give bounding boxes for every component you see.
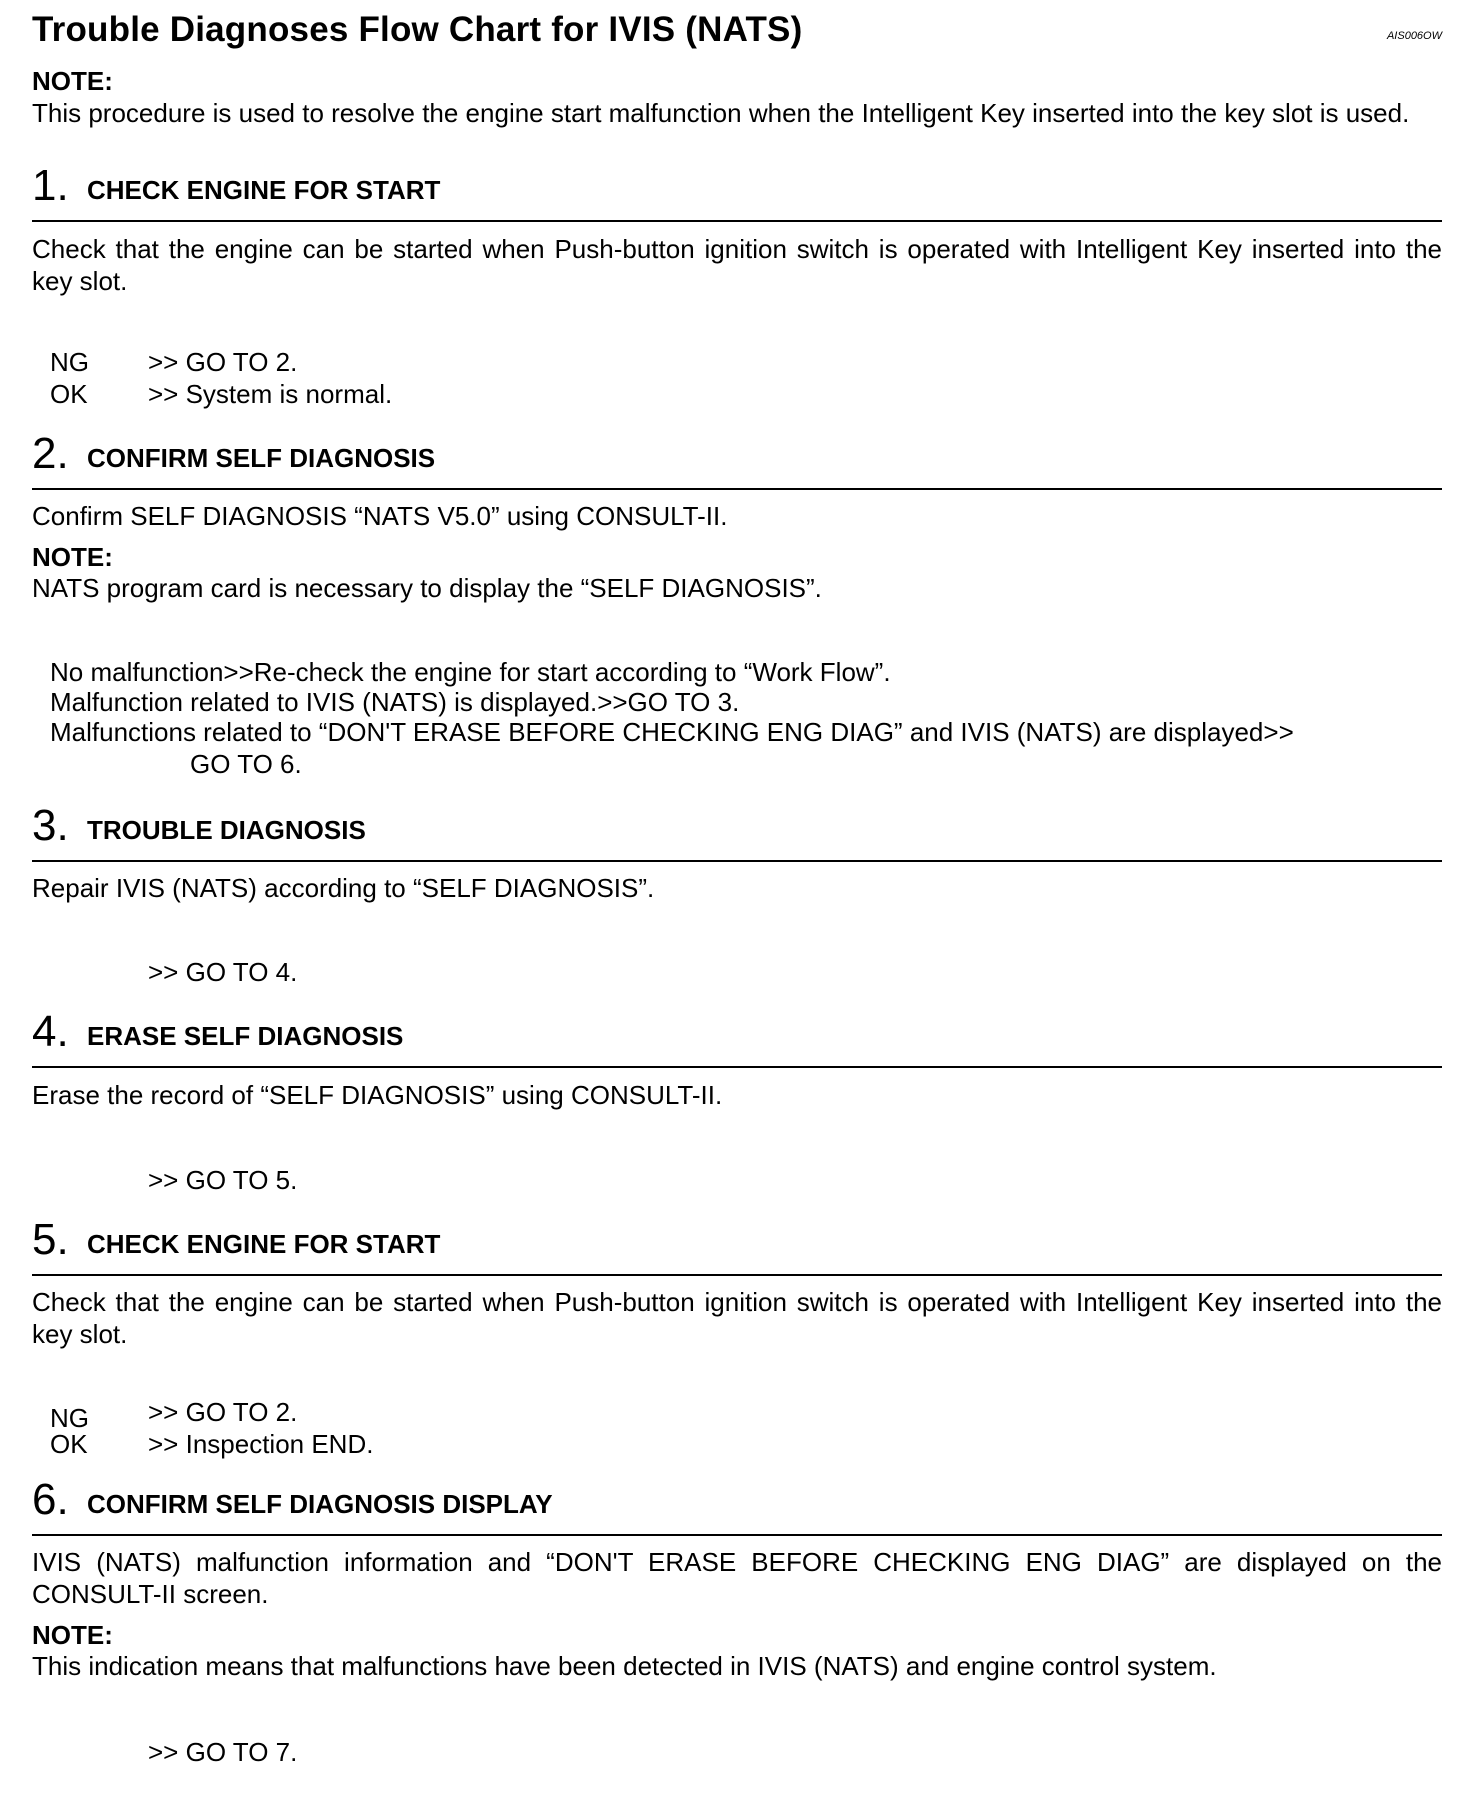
goto-line: >> GO TO 5. bbox=[148, 1165, 298, 1195]
result-key: OK bbox=[50, 1429, 88, 1459]
step-3-body: Repair IVIS (NATS) according to “SELF DIAGNOSIS”. bbox=[32, 873, 655, 903]
step-2-note-label: NOTE: bbox=[32, 542, 113, 572]
step-3-header bbox=[32, 800, 1442, 862]
result-value: >> System is normal. bbox=[148, 379, 393, 409]
page-title: Trouble Diagnoses Flow Chart for IVIS (NATS) bbox=[32, 10, 803, 49]
result-key: NG bbox=[50, 347, 89, 377]
goto-line: >> GO TO 7. bbox=[148, 1737, 298, 1767]
step-4-header bbox=[32, 1006, 1442, 1068]
step-6-header bbox=[32, 1474, 1442, 1536]
condition-line: Malfunction related to IVIS (NATS) is displayed.>>GO TO 3. bbox=[50, 687, 740, 717]
result-key: NG bbox=[50, 1403, 89, 1433]
step-number: 6. bbox=[32, 1475, 69, 1524]
intro-note-text: This procedure is used to resolve the engine start malfunction when the Intelligent Key inserted into the key slot is used. bbox=[32, 98, 1410, 128]
step-4-body: Erase the record of “SELF DIAGNOSIS” using CONSULT-II. bbox=[32, 1080, 723, 1110]
step-6-note-label: NOTE: bbox=[32, 1620, 113, 1650]
step-6-note-text: This indication means that malfunctions have been detected in IVIS (NATS) and engine control system. bbox=[32, 1651, 1217, 1681]
intro-note-label: NOTE: bbox=[32, 66, 113, 96]
document-code: AIS006OW bbox=[1386, 30, 1442, 42]
result-value: >> GO TO 2. bbox=[148, 1397, 298, 1427]
result-key: OK bbox=[50, 379, 88, 409]
step-6-body: IVIS (NATS) malfunction information and “DON'T ERASE BEFORE CHECKING ENG DIAG” are displayed on the CONSULT-II screen. bbox=[32, 1547, 1442, 1609]
step-2-body: Confirm SELF DIAGNOSIS “NATS V5.0” using CONSULT-II. bbox=[32, 501, 728, 531]
step-title: CHECK ENGINE FOR START bbox=[87, 1229, 441, 1259]
step-number: 4. bbox=[32, 1007, 69, 1056]
step-1-body: Check that the engine can be started when Push-button ignition switch is operated with Intelligent Key inserted into the key slot. bbox=[32, 234, 1442, 296]
result-value: >> Inspection END. bbox=[148, 1429, 374, 1459]
step-number: 3. bbox=[32, 801, 69, 850]
step-1-header bbox=[32, 160, 1442, 222]
step-number: 5. bbox=[32, 1215, 69, 1264]
step-5-body: Check that the engine can be started when Push-button ignition switch is operated with Intelligent Key inserted into the key slot. bbox=[32, 1287, 1442, 1349]
step-title: CONFIRM SELF DIAGNOSIS bbox=[87, 443, 436, 473]
step-2-header bbox=[32, 428, 1442, 490]
step-title: CHECK ENGINE FOR START bbox=[87, 175, 441, 205]
step-title: TROUBLE DIAGNOSIS bbox=[87, 815, 366, 845]
step-title: ERASE SELF DIAGNOSIS bbox=[87, 1021, 404, 1051]
step-number: 2. bbox=[32, 429, 69, 478]
condition-line: Malfunctions related to “DON'T ERASE BEFORE CHECKING ENG DIAG” and IVIS (NATS) are displayed>> bbox=[50, 717, 1294, 747]
condition-continuation: GO TO 6. bbox=[190, 749, 302, 779]
result-value: >> GO TO 2. bbox=[148, 347, 298, 377]
condition-line: No malfunction>>Re-check the engine for start according to “Work Flow”. bbox=[50, 657, 891, 687]
step-2-note-text: NATS program card is necessary to display the “SELF DIAGNOSIS”. bbox=[32, 573, 822, 603]
step-title: CONFIRM SELF DIAGNOSIS DISPLAY bbox=[87, 1489, 553, 1519]
step-5-header bbox=[32, 1214, 1442, 1276]
step-number: 1. bbox=[32, 161, 69, 210]
goto-line: >> GO TO 4. bbox=[148, 957, 298, 987]
